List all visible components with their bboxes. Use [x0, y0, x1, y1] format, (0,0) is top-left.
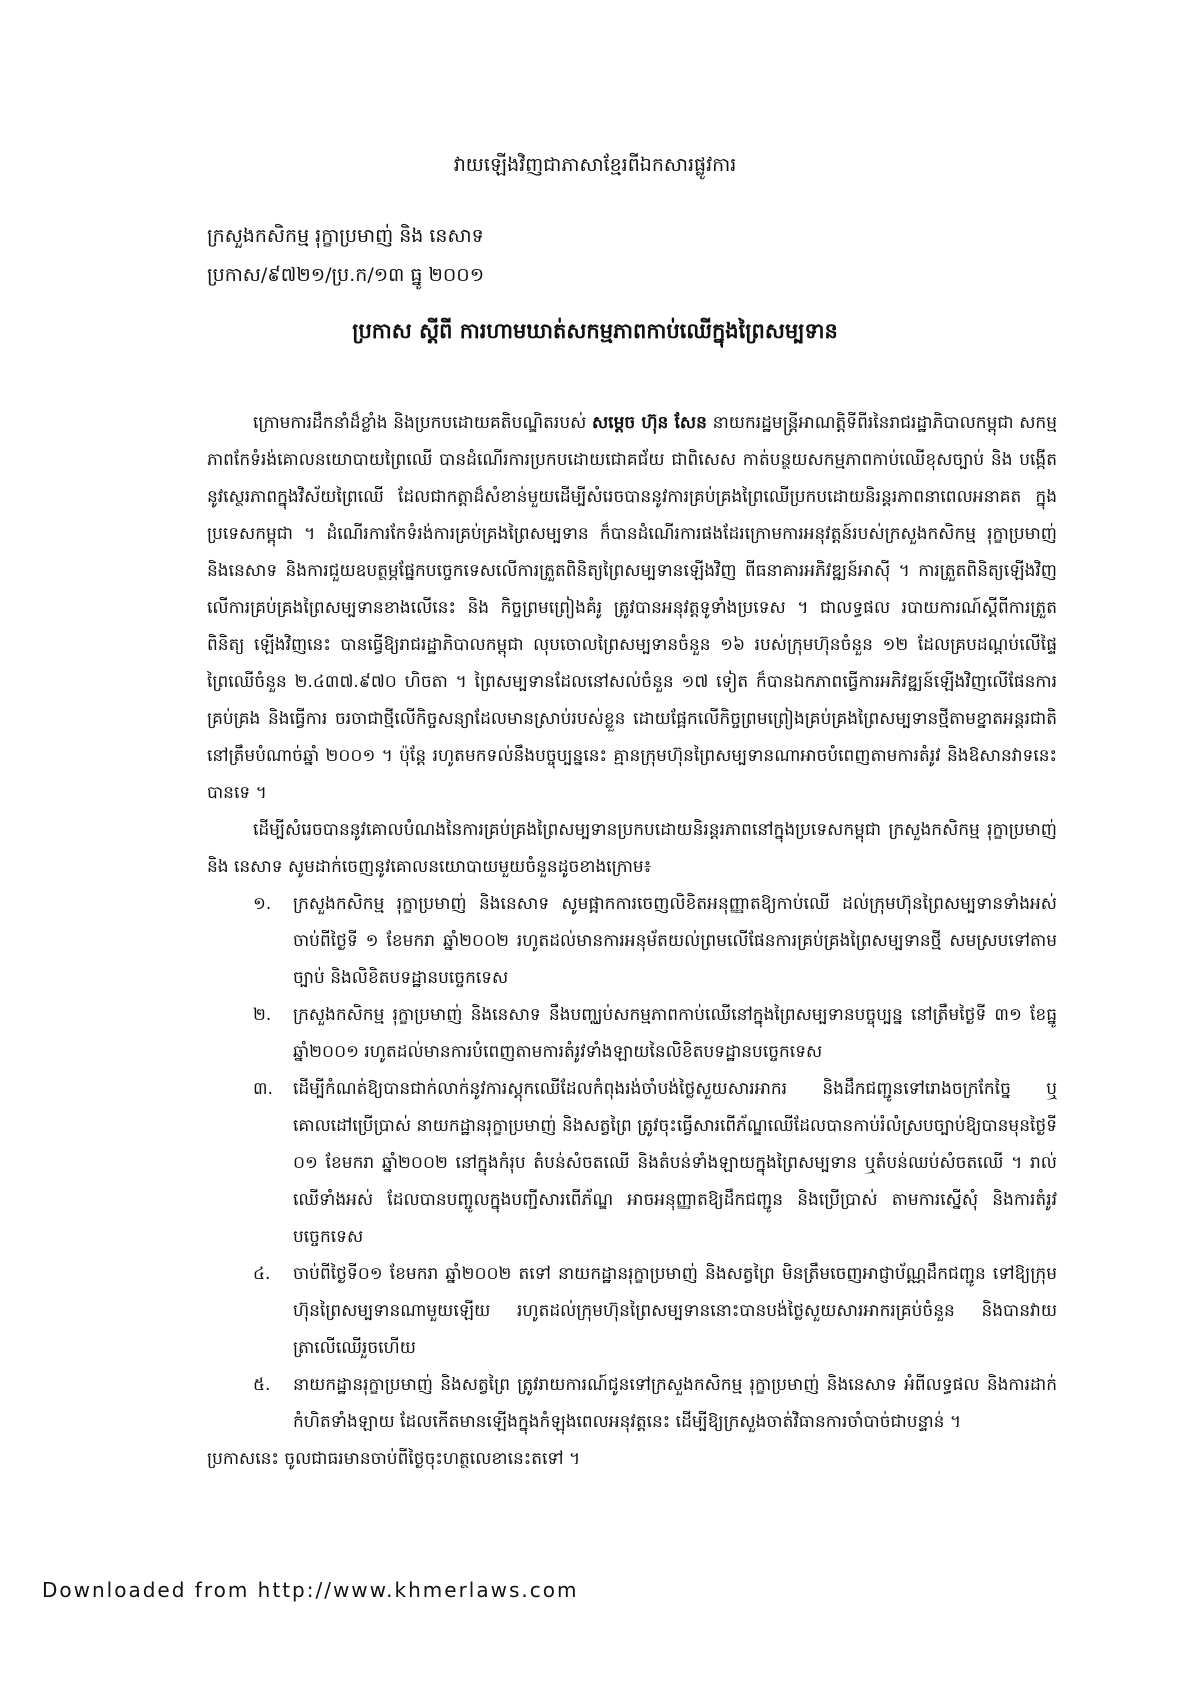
closing-statement: ប្រកាសនេះ ចូលជាធរមានចាប់ពីថ្ងៃចុះហត្ថលេខានេះតទៅ ។ [207, 1449, 581, 1469]
reference-number: ប្រកាស/៩៧២១/ប្រ.ក/១៣ ធ្នូ ២០០១ [207, 264, 485, 286]
intro-paragraph [207, 405, 1057, 812]
intro-text-start: ក្រោមការដឹកនាំដ៏ខ្លាំង និងប្រកបដោយគតិបណ្ឌិតរបស់ [253, 413, 592, 433]
policy-list [207, 886, 1057, 1441]
item-text: ក្រសួងកសិកម្ម រុក្ខាប្រមាញ់ និងនេសាទ នឹងបញ្ឈប់សកម្មភាពកាប់ឈើនៅក្នុងព្រៃសម្បទានបច្ចុប្បន្ន នៅត្រឹមថ្ងៃទី ៣១ ខែធ្នូ ឆ្នាំ២០០១ រហូតដល់មានការបំពេញតាមការតំរូវទាំងឡាយនៃលិខិតបទដ្ឋានបច្ចេកទេស [293, 1005, 1057, 1062]
list-item [253, 1367, 1057, 1441]
document-body [207, 405, 1057, 1478]
item-number: ៥. [253, 1375, 271, 1395]
document-title: ប្រកាស ស្តីពី ការហាមឃាត់សកម្មភាពកាប់ឈើក្នុងព្រៃសម្បទាន [352, 318, 838, 343]
item-text: ចាប់ពីថ្ងៃទី០១ ខែមករា ឆ្នាំ២០០២ តទៅ នាយកដ្ឋានរុក្ខាប្រមាញ់ និងសត្វព្រៃ មិនត្រឹមចេញអាជ្ញាប័ណ្ណដឹកជញ្ជូន ទៅឱ្យក្រុមហ៊ុនព្រៃសម្បទានណាមួយឡើយ រហូតដល់ក្រុមហ៊ុនព្រៃសម្បទាននោះបានបង់ថ្លៃសួយសារអាករគ្រប់ចំនួន និងបានវាយត្រាលើឈើរួចហើយ [293, 1264, 1057, 1358]
item-number: ៣. [253, 1079, 273, 1099]
list-item [253, 1071, 1057, 1256]
item-number: ៤. [253, 1264, 271, 1284]
list-item [253, 886, 1057, 997]
item-text: នាយកដ្ឋានរុក្ខាប្រមាញ់ និងសត្វព្រៃ ត្រូវរាយការណ៍ជូនទៅក្រសួងកសិកម្ម រុក្ខាប្រមាញ់ និងនេសាទ អំពីលទ្ធផល និងការដាក់កំហិតទាំងឡាយ ដែលកើតមានឡើងក្នុងកំឡុងពេលអនុវត្តនេះ ដើម្បីឱ្យក្រសួងចាត់វិធានការចាំបាច់ជាបន្ទាន់ ។ [293, 1375, 1057, 1432]
prime-minister-name: សម្តេច ហ៊ុន សែន [591, 413, 707, 433]
download-source-footer: Downloaded from http://www.khmerlaws.com [42, 1578, 579, 1602]
item-number: ១. [253, 894, 272, 914]
list-item [253, 997, 1057, 1071]
list-item [253, 1256, 1057, 1367]
retyped-note: វាយឡើងវិញជាភាសាខ្មែរពីឯកសារផ្លូវការ [453, 154, 737, 176]
purpose-paragraph: ដើម្បីសំរេចបាននូវគោលបំណងនៃការគ្រប់គ្រងព្រៃសម្បទានប្រកបដោយនិរន្តរភាពនៅក្នុងប្រទេសកម្ពុជា ក្រសួងកសិកម្ម រុក្ខាប្រមាញ់ និង នេសាទ សូមដាក់ចេញនូវគោលនយោបាយមួយចំនួនដូចខាងក្រោម៖ [207, 820, 1057, 877]
item-number: ២. [253, 1005, 272, 1025]
item-text: ក្រសួងកសិកម្ម រុក្ខាប្រមាញ់ និងនេសាទ សូមផ្អាកការចេញលិខិតអនុញ្ញាតឱ្យកាប់ឈើ ដល់ក្រុមហ៊ុនព្រៃសម្បទានទាំងអស់ ចាប់ពីថ្ងៃទី ១ ខែមករា ឆ្នាំ២០០២ រហូតដល់មានការអនុម័តយល់ព្រមលើផែនការគ្រប់គ្រងព្រៃសម្បទានថ្មី សមស្របទៅតាមច្បាប់ និងលិខិតបទដ្ឋានបច្ចេកទេស [293, 894, 1057, 988]
item-text: ដើម្បីកំណត់ឱ្យបានជាក់លាក់នូវការស្តុកឈើដែលកំពុងរង់ចាំបង់ថ្លៃសួយសារអាករ និងដឹកជញ្ជូនទៅរោងចក្រកែច្នៃ ឬ គោលដៅប្រើប្រាស់ នាយកដ្ឋានរុក្ខាប្រមាញ់ និងសត្វព្រៃ ត្រូវចុះធ្វើសារពើភ័ណ្ឌឈើដែលបានកាប់រំលំស្របច្បាប់ឱ្យបានមុនថ្ងៃទី ០១ ខែមករា ឆ្នាំ២០០២ នៅក្នុងកំរុប តំបន់សំចតឈើ និងតំបន់ទាំងឡាយក្នុងព្រៃសម្បទាន ឬតំបន់ឈប់សំចតឈើ ។ រាល់ឈើទាំងអស់ ដែលបានបញ្ចូលក្នុងបញ្ជីសារពើភ័ណ្ឌ អាចអនុញ្ញាតឱ្យដឹកជញ្ជូន និងប្រើប្រាស់ តាមការស្នើសុំ និងការតំរូវបច្ចេកទេស [293, 1079, 1057, 1247]
ministry-name: ក្រសួងកសិកម្ម រុក្ខាប្រមាញ់ និង នេសាទ [207, 225, 484, 247]
intro-text-rest: នាយករដ្ឋមន្ត្រីអាណត្តិទីពីរនៃរាជរដ្ឋាភិបាលកម្ពុជា សកម្មភាពកែទំរង់គោលនយោបាយព្រៃឈើ បានដំណើរការប្រកបដោយជោគជ័យ ជាពិសេស កាត់បន្ថយសកម្មភាពកាប់ឈើខុសច្បាប់ និង បង្កើតនូវស្ថេរភាពក្នុងវិស័យព្រៃឈើ ដែលជាកត្តាដ៏សំខាន់មួយដើម្បីសំរេចបាននូវការគ្រប់គ្រងព្រៃឈើប្រកបដោយនិរន្តរភាពនាពេលអនាគត ក្នុងប្រទេសកម្ពុជា ។ ដំណើរការកែទំរង់ការគ្រប់គ្រងព្រៃសម្បទាន ក៏បានដំណើរការផងដែរក្រោមការអនុវត្តន៍របស់ក្រសួងកសិកម្ម រុក្ខាប្រមាញ់ និងនេសាទ និងការជួយឧបត្ថម្ភផ្នែកបច្ចេកទេសលើការត្រួតពិនិត្យព្រៃសម្បទានឡើងវិញ ពីធនាគារអភិវឌ្ឍន៍អាស៊ី ។ ការត្រួតពិនិត្យឡើងវិញ លើការគ្រប់គ្រងព្រៃសម្បទានខាងលើនេះ និង កិច្ចព្រមព្រៀងគំរូ ត្រូវបានអនុវត្តទូទាំងប្រទេស ។ ជាលទ្ធផល របាយការណ៍ស្តីពីការត្រួតពិនិត្យ ឡើងវិញនេះ បានធ្វើឱ្យរាជរដ្ឋាភិបាលកម្ពុជា លុបចោលព្រៃសម្បទានចំនួន ១៦ របស់ក្រុមហ៊ុនចំនួន ១២ ដែលគ្របដណ្តប់លើផ្ទៃព្រៃឈើចំនួន ២.៤៣៧.៩៧០ ហិចតា ។ ព្រៃសម្បទានដែលនៅសល់ចំនួន ១៧ ទៀត ក៏បានឯកភាពធ្វើការអភិវឌ្ឍន៍ឡើងវិញលើផែនការគ្រប់គ្រង និងធ្វើការ ចរចាជាថ្មីលើកិច្ចសន្យាដែលមានស្រាប់របស់ខ្លួន ដោយផ្អែកលើកិច្ចព្រមព្រៀងគ្រប់គ្រងព្រៃសម្បទានថ្មីតាមខ្នាតអន្តរជាតិ នៅត្រឹមបំណាច់ឆ្នាំ ២០០១ ។ ប៉ុន្តែ រហូតមកទល់នឹងបច្ចុប្បន្ននេះ គ្មានក្រុមហ៊ុនព្រៃសម្បទានណាអាចបំពេញតាមការតំរូវ និងឱសានវាទនេះបានទេ ។ [207, 413, 1057, 803]
